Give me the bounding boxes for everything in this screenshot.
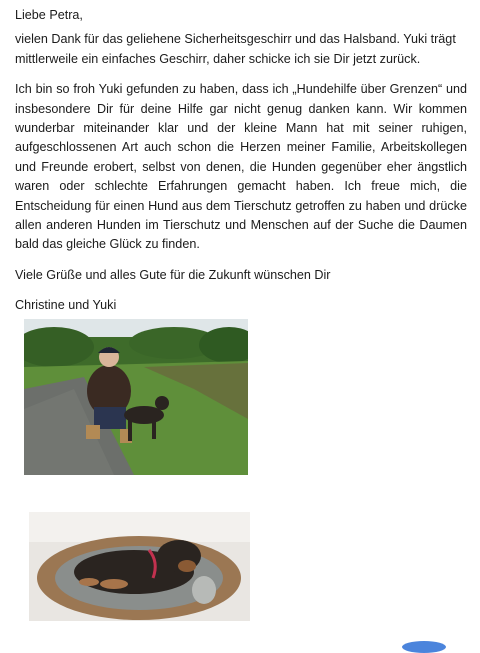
letter-signature: Christine und Yuki [15,298,117,313]
scan-artifact-mark [402,641,446,653]
person-with-dog-photo [24,319,248,475]
letter-greeting: Liebe Petra, [15,8,83,22]
letter-paragraph-main: Ich bin so froh Yuki gefunden zu haben, dass ich „Hundehilfe über Grenzen“ und insbesondere Dir für deine Hilfe gar nicht genug danken kann. Wir kommen wunderbar miteinander klar und der kleine Mann hat mit seiner ruhigen, aufgeschlossenen Art auch schon die Herzen meiner Familie, Arbeitskollegen und Freunde erobert, selbst von denen, die Hunden gegenüber eher ängstlich waren oder schlechte Erfahrungen gemacht haben. Ich freue mich, die Entscheidung für einen Hund aus dem Tierschutz getroffen zu haben und drücke allen anderen Hunden im Tierschutz und Menschen auf der Suche die Daumen bald das gleiche Glück zu finden. [15,82,467,252]
letter-closing: Viele Grüße und alles Gute für die Zukunft wünschen Dir [15,267,331,282]
letter-paragraph-thanks: vielen Dank für das geliehene Sicherheitsgeschirr und das Halsband. Yuki trägt mittlerweile ein einfaches Geschirr, daher schicke ich sie Dir jetzt zurück. [15,32,456,66]
dog-sleeping-photo [29,512,250,621]
letter-body [15,6,467,316]
